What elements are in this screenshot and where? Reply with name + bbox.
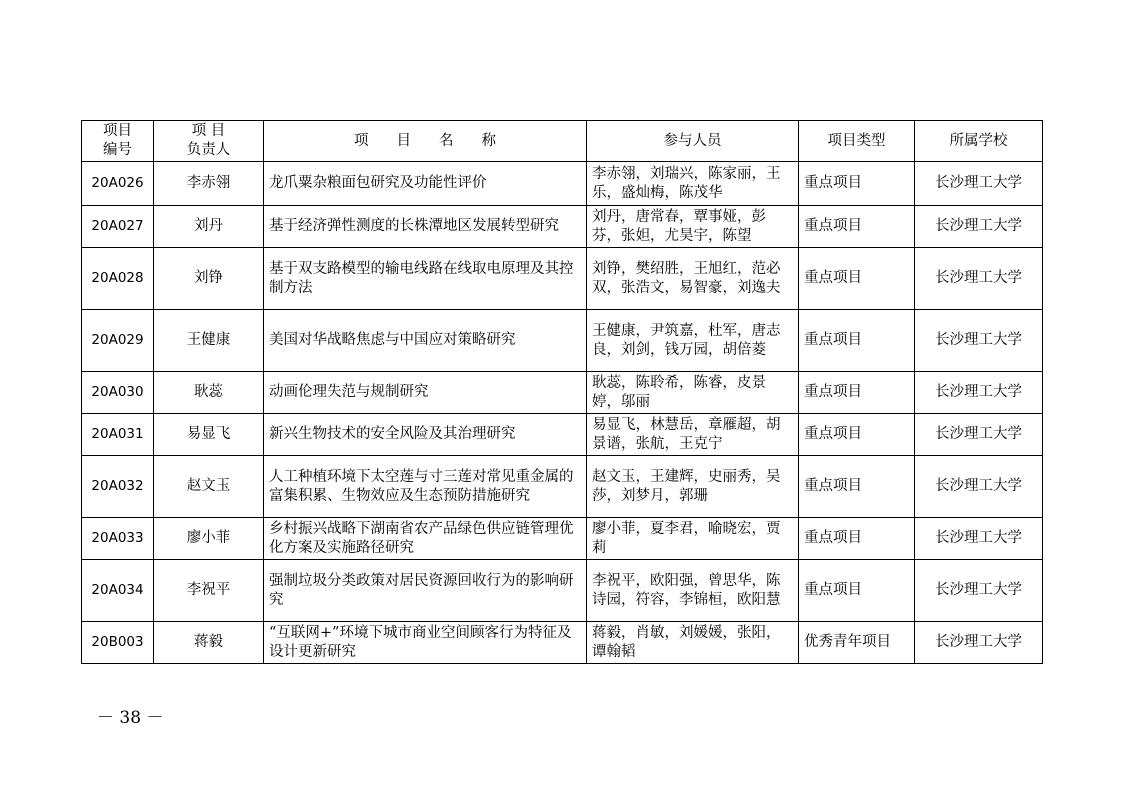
- cell-type: 重点项目: [799, 560, 915, 622]
- header-code-line2: 编号: [103, 142, 132, 158]
- header-lead-line1: 项 目: [191, 123, 226, 139]
- cell-school: 长沙理工大学: [915, 518, 1043, 560]
- cell-name: 基于经济弹性测度的长株潭地区发展转型研究: [264, 206, 587, 248]
- cell-name: 强制垃圾分类政策对居民资源回收行为的影响研究: [264, 560, 587, 622]
- cell-type: 重点项目: [799, 162, 915, 206]
- cell-people: 李祝平，欧阳强，曾思华，陈诗园，符容，李锦桓，欧阳慧: [587, 560, 799, 622]
- cell-lead: 蒋毅: [154, 622, 264, 664]
- table-row: [82, 414, 1043, 456]
- cell-school: 长沙理工大学: [915, 456, 1043, 518]
- table-row: [82, 456, 1043, 518]
- table-row: [82, 310, 1043, 372]
- cell-name: “互联网+”环境下城市商业空间顾客行为特征及设计更新研究: [264, 622, 587, 664]
- page-number: － 38 －: [97, 708, 164, 728]
- cell-code: 20A033: [82, 518, 154, 560]
- cell-code: 20A031: [82, 414, 154, 456]
- cell-people: 刘铮，樊绍胜，王旭红，范必双，张浩文，易智豪，刘逸夫: [587, 248, 799, 310]
- cell-people: 廖小菲，夏李君，喻晓宏，贾莉: [587, 518, 799, 560]
- cell-lead: 刘丹: [154, 206, 264, 248]
- cell-type: 重点项目: [799, 456, 915, 518]
- table-row: [82, 372, 1043, 414]
- cell-type: 重点项目: [799, 518, 915, 560]
- cell-code: 20A026: [82, 162, 154, 206]
- project-table: [81, 120, 1043, 664]
- cell-lead: 廖小菲: [154, 518, 264, 560]
- cell-code: 20A027: [82, 206, 154, 248]
- cell-name: 人工种植环境下太空莲与寸三莲对常见重金属的富集积累、生物效应及生态预防措施研究: [264, 456, 587, 518]
- header-school: 所属学校: [915, 121, 1043, 162]
- cell-type: 重点项目: [799, 310, 915, 372]
- header-type: 项目类型: [799, 121, 915, 162]
- cell-school: 长沙理工大学: [915, 372, 1043, 414]
- table-row: [82, 518, 1043, 560]
- cell-people: 李赤翎，刘瑞兴，陈家丽，王乐，盛灿梅，陈茂华: [587, 162, 799, 206]
- header-lead: [154, 121, 264, 162]
- cell-people: 王健康，尹筑嘉，杜军，唐志良，刘剑，钱万园，胡倍菱: [587, 310, 799, 372]
- cell-people: 蒋毅，肖敏，刘媛媛，张阳，谭翰韬: [587, 622, 799, 664]
- cell-code: 20A032: [82, 456, 154, 518]
- cell-code: 20A029: [82, 310, 154, 372]
- cell-type: 重点项目: [799, 206, 915, 248]
- header-code: [82, 121, 154, 162]
- cell-type: 重点项目: [799, 414, 915, 456]
- cell-lead: 易显飞: [154, 414, 264, 456]
- cell-lead: 刘铮: [154, 248, 264, 310]
- cell-code: 20A034: [82, 560, 154, 622]
- cell-school: 长沙理工大学: [915, 162, 1043, 206]
- cell-name: 美国对华战略焦虑与中国应对策略研究: [264, 310, 587, 372]
- header-code-line1: 项目: [103, 123, 132, 139]
- cell-name: 新兴生物技术的安全风险及其治理研究: [264, 414, 587, 456]
- cell-school: 长沙理工大学: [915, 248, 1043, 310]
- cell-school: 长沙理工大学: [915, 310, 1043, 372]
- cell-type: 优秀青年项目: [799, 622, 915, 664]
- cell-code: 20A028: [82, 248, 154, 310]
- table-row: [82, 248, 1043, 310]
- table-row: [82, 622, 1043, 664]
- cell-lead: 耿蕊: [154, 372, 264, 414]
- table-row: [82, 560, 1043, 622]
- cell-type: 重点项目: [799, 372, 915, 414]
- table-row: [82, 162, 1043, 206]
- table-row: [82, 206, 1043, 248]
- cell-type: 重点项目: [799, 248, 915, 310]
- header-lead-line2: 负责人: [186, 142, 231, 158]
- cell-people: 易显飞，林慧岳，章雁超，胡景谱，张航，王克宁: [587, 414, 799, 456]
- header-name: 项目名称: [264, 121, 587, 162]
- cell-lead: 李祝平: [154, 560, 264, 622]
- cell-people: 耿蕊，陈聆希，陈睿，皮景婷，邬丽: [587, 372, 799, 414]
- cell-lead: 赵文玉: [154, 456, 264, 518]
- header-people: 参与人员: [587, 121, 799, 162]
- header-row: [82, 121, 1043, 162]
- cell-lead: 李赤翎: [154, 162, 264, 206]
- cell-school: 长沙理工大学: [915, 560, 1043, 622]
- cell-school: 长沙理工大学: [915, 206, 1043, 248]
- cell-name: 动画伦理失范与规制研究: [264, 372, 587, 414]
- cell-name: 乡村振兴战略下湖南省农产品绿色供应链管理优化方案及实施路径研究: [264, 518, 587, 560]
- cell-people: 刘丹，唐常春，覃事娅，彭芬，张妲，尤昊宇，陈望: [587, 206, 799, 248]
- cell-lead: 王健康: [154, 310, 264, 372]
- cell-school: 长沙理工大学: [915, 414, 1043, 456]
- table-header: [82, 121, 1043, 162]
- cell-name: 基于双支路模型的输电线路在线取电原理及其控制方法: [264, 248, 587, 310]
- cell-name: 龙爪粟杂粮面包研究及功能性评价: [264, 162, 587, 206]
- cell-school: 长沙理工大学: [915, 622, 1043, 664]
- cell-code: 20A030: [82, 372, 154, 414]
- table-body: [82, 162, 1043, 664]
- cell-code: 20B003: [82, 622, 154, 664]
- cell-people: 赵文玉，王建辉，史丽秀，吴莎，刘梦月，郭珊: [587, 456, 799, 518]
